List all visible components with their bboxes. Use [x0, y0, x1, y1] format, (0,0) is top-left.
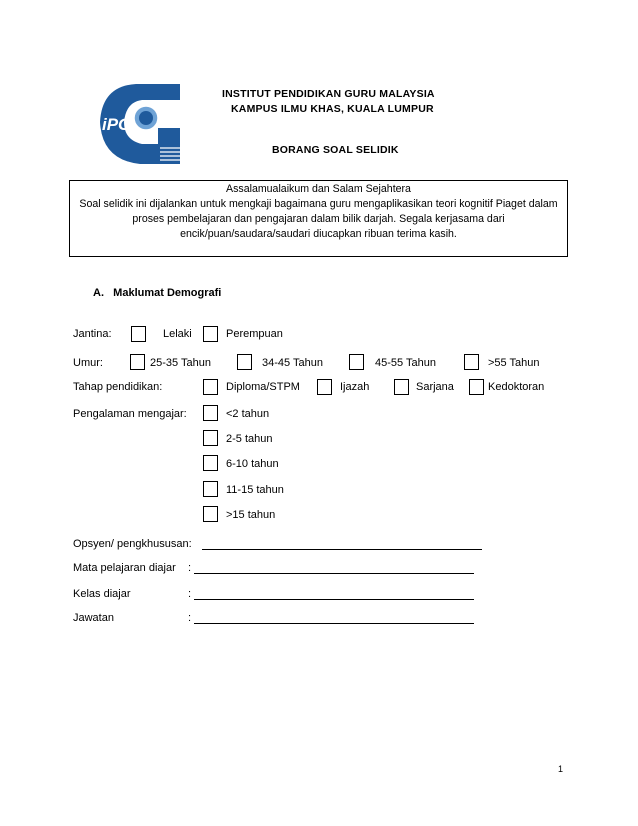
umur-label: Umur:: [73, 357, 103, 369]
jantina-lelaki-label: Lelaki: [163, 328, 192, 340]
jantina-perempuan-label: Perempuan: [226, 328, 283, 340]
umur-55-checkbox[interactable]: [464, 354, 479, 370]
opsyen-label: Opsyen/ pengkhususan:: [73, 538, 192, 550]
pengalaman-11-15-label: 11-15 tahun: [226, 484, 284, 496]
ipg-logo: [96, 78, 192, 168]
tahap-sarjana-label: Sarjana: [416, 381, 454, 393]
umur-55-label: >55 Tahun: [488, 357, 540, 369]
pengalaman-label: Pengalaman mengajar:: [73, 408, 187, 420]
jawatan-colon: :: [188, 612, 192, 624]
umur-45-55-checkbox[interactable]: [349, 354, 364, 370]
jantina-perempuan-checkbox[interactable]: [203, 326, 218, 342]
tahap-diploma-label: Diploma/STPM: [226, 381, 300, 393]
pengalaman-2-5-label: 2-5 tahun: [226, 433, 273, 445]
kelas-label: Kelas diajar: [73, 588, 131, 600]
jantina-label: Jantina:: [73, 328, 112, 340]
institute-name: INSTITUT PENDIDIKAN GURU MALAYSIA: [222, 88, 435, 100]
pengalaman-lt2-checkbox[interactable]: [203, 405, 218, 421]
intro-box: [69, 180, 568, 257]
pengalaman-2-5-checkbox[interactable]: [203, 430, 218, 446]
tahap-label: Tahap pendidikan:: [73, 381, 163, 393]
pengalaman-11-15-checkbox[interactable]: [203, 481, 218, 497]
pengalaman-6-10-label: 6-10 tahun: [226, 458, 279, 470]
kelas-colon: :: [188, 588, 192, 600]
logo-text: iPG: [102, 115, 132, 134]
tahap-kedoktoran-label: Kedoktoran: [488, 381, 545, 393]
umur-45-55-label: 45-55 Tahun: [375, 357, 436, 369]
tahap-kedoktoran-checkbox[interactable]: [469, 379, 484, 395]
tahap-sarjana-checkbox[interactable]: [394, 379, 409, 395]
tahap-ijazah-checkbox[interactable]: [317, 379, 332, 395]
pengalaman-gt15-checkbox[interactable]: [203, 506, 218, 522]
kelas-input-line[interactable]: [194, 599, 474, 600]
pengalaman-6-10-checkbox[interactable]: [203, 455, 218, 471]
pengalaman-gt15-label: >15 tahun: [226, 509, 276, 521]
greeting: Assalamualaikum dan Salam Sejahtera: [226, 183, 411, 195]
form-title: BORANG SOAL SELIDIK: [272, 144, 399, 156]
umur-25-35-checkbox[interactable]: [130, 354, 145, 370]
campus-name: KAMPUS ILMU KHAS, KUALA LUMPUR: [231, 103, 434, 115]
mata-pelajaran-label: Mata pelajaran diajar: [73, 562, 176, 574]
page-number: 1: [558, 764, 564, 774]
tahap-ijazah-label: Ijazah: [340, 381, 370, 393]
umur-34-45-checkbox[interactable]: [237, 354, 252, 370]
tahap-diploma-checkbox[interactable]: [203, 379, 218, 395]
pengalaman-lt2-label: <2 tahun: [226, 408, 270, 420]
umur-34-45-label: 34-45 Tahun: [262, 357, 323, 369]
jawatan-label: Jawatan: [73, 612, 114, 624]
mata-pelajaran-input-line[interactable]: [194, 573, 474, 574]
intro-text: Soal selidik ini dijalankan untuk mengkaji bagaimana guru mengaplikasikan teori kognitif Piaget dalam proses pembelajaran dan pengajaran dalam bilik darjah. Segala kerjasama dari encik/puan/saudara/saudari diucapkan ribuan terima kasih.: [79, 198, 558, 240]
opsyen-input-line[interactable]: [202, 549, 482, 550]
umur-25-35-label: 25-35 Tahun: [150, 357, 211, 369]
mata-pelajaran-colon: :: [188, 562, 192, 574]
section-title: A. Maklumat Demografi: [93, 287, 222, 299]
jantina-lelaki-checkbox[interactable]: [131, 326, 146, 342]
jawatan-input-line[interactable]: [194, 623, 474, 624]
